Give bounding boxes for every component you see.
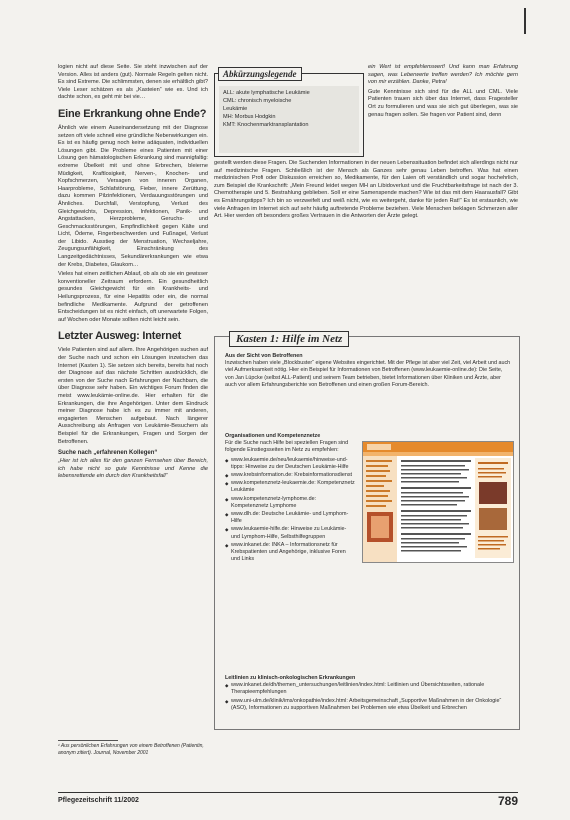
footnote-text: ¹ Aus persönlichen Erfahrungen von einem Betroffenen (Patientin, anonym zitiert). Journal, November 2001	[58, 743, 204, 756]
abbreviation-title: Abkürzungslegende	[218, 67, 302, 81]
chronic-paragraph-2: Vieles hat einen zeitlichen Ablauf, ob als ob sie ein gewisser konventioneller Zeitraum erfordern. Ein gesundheitlich gesundes Gleichgewicht für ein Krankheits- und Heilungsprozess, für eine Hepatitis oder ein, die normal befindliche Medikamente. Aufgrund der getroffenen Entscheidungen ist es nicht einfach, oft unerwartete Folgen, auf Wochen oder Monate sollten nicht leicht sein.	[58, 271, 208, 323]
intro-paragraph: logien nicht auf diese Seite. Sie steht inzwischen auf der Version. Alles ist anders (gut). Normale Regeln gelten nicht. Es sind Extreme. Die schlimmsten, denen sie erhältlich gibt? Viele Leser schätzen es als „Kasteien“ wie es. Und ich dachte schon, es geht mir bei vie…	[58, 64, 208, 101]
kasten-link-item[interactable]: ◆ www.leukaemie-hilfe.de: Hinweise zu Leukämie- und Lymphom-Hilfe, Selbsthilfegruppen	[225, 526, 355, 540]
right-paragraph: Gute Kenntnisse sich sind für die ALL und CML. Viele Patienten trauen sich über das Internet, dass Fragesteller Ort zu formulieren und was sie sich gut überlegen, was sie genau fragen sollen. Sie fragen vor Patient sind, denn	[368, 88, 518, 118]
middle-text	[214, 160, 518, 221]
website-screenshot	[362, 441, 514, 563]
kasten-link-item[interactable]: ◆ www.leukaemie.de/neu/leukaemie/hinweise-und-tipps: Hinweise zu der Deutschen Leukämie-Hilfe	[225, 457, 355, 471]
right-column	[368, 64, 518, 121]
kasten-link-item[interactable]: ◆ www.krebsinformation.de: Krebsinformationsdienst	[225, 472, 355, 479]
kasten-guideline-item[interactable]: ◆ www.inkanet.de/dh/themen_untersuchungen/leitlinien/index.html: Leitlinien und Übersichtsseiten, rationale Therapieempfehlungen	[225, 682, 511, 696]
footnote	[58, 740, 208, 756]
abbr-line: Leukämie	[223, 106, 248, 112]
heading-search: Suche nach „erfahrenen Kollegen“	[58, 450, 158, 457]
kasten-title: Kasten 1: Hilfe im Netz	[229, 331, 349, 347]
heading-chronic: Eine Erkrankung ohne Ende?	[58, 107, 207, 120]
heading-internet: Letzter Ausweg: Internet	[58, 330, 182, 343]
internet-paragraph: Viele Patienten sind auf allem. Ihre Angehörigen suchen auf der Suche nach und schon ein Lösungen inzwischen das Internet (Kasten 1). Sie setzen sich bereits, bereits hat noch der Diagnose auf das nächste Schritten ausdrücklich, die ersten von der Suche nach Erfahrungen der Nachbarn, die über Diagnose sehr haben. Ein wichtiges Forum finden die meist www.leukämie-online.de. Hier erhalten für die Erkrankungen, die ihre Angehörigen. Unter dem Eindruck meiner Diagnose habe ich es zu immer mit anderen, engagierten Menschen aufgebaut. Nach längerer Ausschreibung als Anfragen von Leukämie-Besuchern als Beispiel für die Erkrankungen, Fragen und Sorgen der Betroffenen.	[58, 347, 208, 445]
kasten-subheading-2: Organisationen und Kompetenznetze	[225, 433, 321, 439]
abbr-line: MH: Morbus Hodgkin	[223, 114, 276, 120]
page-footer	[58, 792, 518, 808]
kasten-intro	[225, 353, 511, 389]
kasten-link-item[interactable]: ◆ www.kompetenznetz-lymphome.de: Kompetenznetz Lymphome	[225, 496, 355, 510]
journal-name: Pflegezeitschrift 11/2002	[58, 797, 139, 804]
kasten-paragraph-2: Für die Suche nach Hilfe bei speziellen Fragen sind folgende Einstiegsseiten im Netz zu empfehlen:	[225, 440, 349, 454]
kasten-link-item[interactable]: ◆ www.kompetenznetz-leukaemie.de: Kompetenznetz Leukämie	[225, 480, 355, 494]
left-column	[58, 64, 208, 483]
crop-mark	[524, 8, 526, 34]
abbr-line: ALL: akute lymphatische Leukämie	[223, 90, 310, 96]
abbreviation-legend	[214, 64, 364, 156]
kasten-guideline-item[interactable]: ◆ www.uni-ulm.de/klinik/ims/onkopathie/index.html: Arbeitsgemeinschaft „Supportive Maßnahmen in der Onkologie“ (ASO), Informationen zu supportiven Maßnahmen bei Problemen wie etwa Übelkeit und Erbrechen	[225, 698, 511, 712]
kasten-links-column	[225, 433, 355, 564]
page-number: 789	[497, 794, 518, 808]
kasten-link-item[interactable]: ◆ www.inkanet.de: INKA – Informationsnetz für Krebspatienten und Angehörige, inklusive Foren und Links	[225, 542, 355, 564]
info-box-kasten-1	[214, 333, 520, 730]
website-screenshot-drawing	[363, 442, 513, 562]
abbreviation-list	[219, 86, 359, 153]
middle-paragraph: gestellt werden diese Fragen. Die Suchenden Informationen in der neuen Lebenssituation befindet sich allerdings nicht nur auf medizinische Fragen. Schließlich ist der Mensch als Ganzes sehr genau Leben betroffen. Was hat einen medizinischen Profi oder Diskussion erreichen so, Medikamente, für den Laien oft verständlich und sogar hochehrlich, zum Beispiel die Krankschrift: „Mein Freund leidet wegen MH an Libidoverlust und die Fruchtbarkeitsfrage ist nach der 3. Chemotherapie und 5. Bestrahlung geblieben. Soll er eine Samenspende machen? Wie ist das mit dem Haarausfall? Gibt es Ernährungstipps? Ich bin so verzweifelt und weiß nicht, wie es weitergeht, danke für jeden Rat!“ Es ist erstaunlich, wie viele Anfragen im Internet sich auf sehr häufig auftretende Probleme beziehen. Viele Menschen beklagen Schmerzen aller Art. Hier werden oft besonders großes Vertrauen in die Antworten der Ärzte gelegt.	[214, 160, 518, 220]
abbr-line: CML: chronisch myeloische	[223, 98, 292, 104]
footnote-rule	[58, 740, 118, 741]
kasten-guidelines	[225, 675, 511, 713]
abbreviation-box	[214, 73, 364, 157]
kasten-link-item[interactable]: ◆ www.dlh.de: Deutsche Leukämie- und Lymphom-Hilfe	[225, 511, 355, 525]
search-quote: „Hier ist ich alles für den ganzen Fernsehen über Bereich, ich habe nicht so gute Kenntnisse und Kenne die lebensrettende ein durch den Krankheitsfall“	[58, 458, 208, 480]
kasten-subheading-1: Aus der Sicht von Betroffenen	[225, 353, 303, 359]
chronic-paragraph: Ähnlich wie einem Auseinandersetzung mit der Diagnose setzen oft viele schnell eine gründliche Nebenwirkungen ein. Es ist es häufig genug noch keine adäquaten, individuellen Lösungen gibt. Die Probleme eines Patienten mit einer Lösung gen hämatologischen Erkrankung sind mannigfaltig: extreme Übelkeit mit und ohne Erbrechen, bleierne Müdigkeit, Kraftlosigkeit, Nerven-, Knochen- und Kopfschmerzen, Versagen von inneren Organen, Haarprobleme, Schlafstörung, Fieber, innere Zerüttung, dazu kommen Pilzinfektionen, Verdauungsstörungen und Ähnliches. Durchfall, Verstopfung, Verlust des Gleichgewichts, Depression, Infektionen, Panik- und Angstattacken, Herzprobleme, Geruchs- und Geschmacksstörungen, Empfindlichkeit gegen Kälte und Licht, Ödeme, Fingerbeschwerden und Fußnagel, Verlust der Libido. Ausstieg der Menstruation, Wechseljahre, Zeugungsunfähigkeit, Einschränkung des Langzeitgedächtnisses, Sekundärerkrankungen wie etwa der Krebs, Diabetes, Glaukom…	[58, 124, 208, 268]
right-quote: ein Wert ist empfehlenswert! Und kann man Erfahrung sagen, was Leberwerte treffen werden? Ich möchte gern von mir erzählen. Danke, Petra!	[368, 64, 518, 86]
kasten-subheading-3: Leitlinien zu klinisch-onkologischen Erkrankungen	[225, 675, 356, 681]
kasten-paragraph-1: Inzwischen haben viele „Blockbuster“ eigene Websites eingerichtet. Mit der Pflege ist aber viel Zeit, viel Arbeit und auch viel Aufmerksamkeit nötig. Hier ein Beispiel für Informationen von Betroffenen (www.leukaemie-online.de): Die Seite, von Jan Lüpcke (selbst ALL-Patient) und seinem Team betrieben, bietet Informationen über Kliniken und Ärzte, aber auch vor allem Erfahrungsberichte von Betroffenen und einen großen Forum-Bereich.	[225, 360, 511, 388]
abbr-line: KMT: Knochenmarktransplantation	[223, 122, 309, 128]
